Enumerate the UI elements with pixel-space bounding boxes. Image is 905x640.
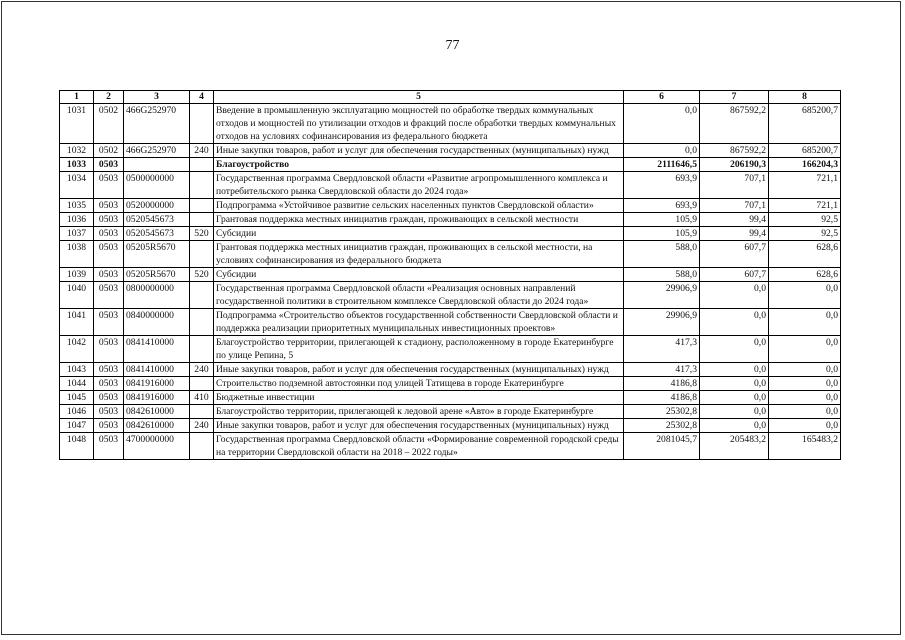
- amount-col6-cell: 417,3: [624, 363, 700, 377]
- section-code-cell: 0503: [94, 227, 124, 241]
- table-row: [60, 104, 841, 144]
- row-number-cell: 1041: [60, 309, 94, 336]
- row-number-cell: 1033: [60, 158, 94, 172]
- item-name-cell: Государственная программа Свердловской области «Развитие агропромышленного комплекса и потребительского рынка Свердловской области до 2024 года»: [214, 172, 624, 199]
- item-name-cell: Подпрограмма «Устойчивое развитие сельских населенных пунктов Свердловской области»: [214, 199, 624, 213]
- target-article-cell: 466G252970: [124, 144, 190, 158]
- amount-col8-cell: 685200,7: [769, 144, 841, 158]
- item-name-cell: Государственная программа Свердловской области «Реализация основных направлений государственной политики в строительном комплексе Свердловской области до 2024 года»: [214, 282, 624, 309]
- target-article-cell: 0520545673: [124, 213, 190, 227]
- amount-col7-cell: 0,0: [700, 391, 769, 405]
- amount-col6-cell: 2081045,7: [624, 433, 700, 460]
- table-row: [60, 363, 841, 377]
- item-name-cell: Благоустройство: [214, 158, 624, 172]
- amount-col6-cell: 4186,8: [624, 377, 700, 391]
- amount-col7-cell: 206190,3: [700, 158, 769, 172]
- section-code-cell: 0503: [94, 282, 124, 309]
- budget-table: [59, 90, 841, 460]
- row-number-cell: 1043: [60, 363, 94, 377]
- expense-type-cell: [190, 336, 214, 363]
- expense-type-cell: [190, 405, 214, 419]
- item-name-cell: Строительство подземной автостоянки под улицей Татищева в городе Екатеринбурге: [214, 377, 624, 391]
- amount-col8-cell: 92,5: [769, 213, 841, 227]
- amount-col6-cell: 2111646,5: [624, 158, 700, 172]
- amount-col8-cell: 92,5: [769, 227, 841, 241]
- item-name-cell: Иные закупки товаров, работ и услуг для обеспечения государственных (муниципальных) нужд: [214, 363, 624, 377]
- expense-type-cell: [190, 199, 214, 213]
- amount-col8-cell: 166204,3: [769, 158, 841, 172]
- amount-col6-cell: 4186,8: [624, 391, 700, 405]
- target-article-cell: 4700000000: [124, 433, 190, 460]
- expense-type-cell: 240: [190, 419, 214, 433]
- item-name-cell: Субсидии: [214, 268, 624, 282]
- table-row: [60, 213, 841, 227]
- amount-col6-cell: 693,9: [624, 172, 700, 199]
- row-number-cell: 1031: [60, 104, 94, 144]
- column-header: 4: [190, 91, 214, 104]
- target-article-cell: 0520000000: [124, 199, 190, 213]
- amount-col7-cell: 867592,2: [700, 104, 769, 144]
- amount-col8-cell: 685200,7: [769, 104, 841, 144]
- section-code-cell: 0503: [94, 213, 124, 227]
- column-header: 6: [624, 91, 700, 104]
- table-row: [60, 158, 841, 172]
- column-header: 3: [124, 91, 190, 104]
- amount-col7-cell: 707,1: [700, 199, 769, 213]
- table-row: [60, 144, 841, 158]
- item-name-cell: Благоустройство территории, прилегающей к ледовой арене «Авто» в городе Екатеринбурге: [214, 405, 624, 419]
- table-row: [60, 227, 841, 241]
- expense-type-cell: [190, 104, 214, 144]
- target-article-cell: 0500000000: [124, 172, 190, 199]
- table-row: [60, 336, 841, 363]
- column-header: 5: [214, 91, 624, 104]
- amount-col7-cell: 0,0: [700, 336, 769, 363]
- amount-col7-cell: 0,0: [700, 405, 769, 419]
- table-row: [60, 282, 841, 309]
- amount-col6-cell: 105,9: [624, 213, 700, 227]
- row-number-cell: 1048: [60, 433, 94, 460]
- item-name-cell: Государственная программа Свердловской области «Формирование современной городской среды на территории Свердловской области на 2018 – 2022 годы»: [214, 433, 624, 460]
- amount-col8-cell: 0,0: [769, 391, 841, 405]
- column-header: 8: [769, 91, 841, 104]
- row-number-cell: 1039: [60, 268, 94, 282]
- row-number-cell: 1036: [60, 213, 94, 227]
- amount-col8-cell: 628,6: [769, 268, 841, 282]
- expense-type-cell: [190, 172, 214, 199]
- item-name-cell: Субсидии: [214, 227, 624, 241]
- item-name-cell: Введение в промышленную эксплуатацию мощностей по обработке твердых коммунальных отходов и мощностей по утилизации отходов и фракций после обработки твердых коммунальных отходов на условиях софинансирования из федерального бюджета: [214, 104, 624, 144]
- expense-type-cell: [190, 282, 214, 309]
- item-name-cell: Грантовая поддержка местных инициатив граждан, проживающих в сельской местности: [214, 213, 624, 227]
- section-code-cell: 0503: [94, 199, 124, 213]
- section-code-cell: 0502: [94, 144, 124, 158]
- amount-col7-cell: 0,0: [700, 309, 769, 336]
- amount-col7-cell: 0,0: [700, 282, 769, 309]
- amount-col6-cell: 105,9: [624, 227, 700, 241]
- amount-col7-cell: 0,0: [700, 363, 769, 377]
- table-row: [60, 268, 841, 282]
- target-article-cell: [124, 158, 190, 172]
- amount-col7-cell: 0,0: [700, 419, 769, 433]
- row-number-cell: 1035: [60, 199, 94, 213]
- row-number-cell: 1046: [60, 405, 94, 419]
- expense-type-cell: [190, 433, 214, 460]
- row-number-cell: 1034: [60, 172, 94, 199]
- amount-col8-cell: 721,1: [769, 199, 841, 213]
- row-number-cell: 1032: [60, 144, 94, 158]
- table-row: [60, 309, 841, 336]
- section-code-cell: 0503: [94, 241, 124, 268]
- target-article-cell: 0840000000: [124, 309, 190, 336]
- target-article-cell: 466G252970: [124, 104, 190, 144]
- amount-col7-cell: 867592,2: [700, 144, 769, 158]
- section-code-cell: 0503: [94, 336, 124, 363]
- target-article-cell: 0842610000: [124, 405, 190, 419]
- amount-col6-cell: 0,0: [624, 104, 700, 144]
- expense-type-cell: [190, 213, 214, 227]
- amount-col8-cell: 721,1: [769, 172, 841, 199]
- column-header: 2: [94, 91, 124, 104]
- expense-type-cell: 520: [190, 227, 214, 241]
- expense-type-cell: 410: [190, 391, 214, 405]
- section-code-cell: 0503: [94, 405, 124, 419]
- table-row: [60, 433, 841, 460]
- section-code-cell: 0503: [94, 433, 124, 460]
- item-name-cell: Благоустройство территории, прилегающей к стадиону, расположенному в городе Екатеринбурге по улице Репина, 5: [214, 336, 624, 363]
- item-name-cell: Бюджетные инвестиции: [214, 391, 624, 405]
- target-article-cell: 0841916000: [124, 377, 190, 391]
- column-header: 1: [60, 91, 94, 104]
- amount-col8-cell: 165483,2: [769, 433, 841, 460]
- target-article-cell: 0841410000: [124, 336, 190, 363]
- section-code-cell: 0503: [94, 391, 124, 405]
- row-number-cell: 1040: [60, 282, 94, 309]
- column-header: 7: [700, 91, 769, 104]
- item-name-cell: Грантовая поддержка местных инициатив граждан, проживающих в сельской местности, на условиях софинансирования из федерального бюджета: [214, 241, 624, 268]
- amount-col6-cell: 25302,8: [624, 419, 700, 433]
- amount-col6-cell: 588,0: [624, 241, 700, 268]
- table-row: [60, 419, 841, 433]
- amount-col8-cell: 0,0: [769, 405, 841, 419]
- row-number-cell: 1047: [60, 419, 94, 433]
- section-code-cell: 0503: [94, 309, 124, 336]
- expense-type-cell: 520: [190, 268, 214, 282]
- row-number-cell: 1044: [60, 377, 94, 391]
- amount-col8-cell: 628,6: [769, 241, 841, 268]
- row-number-cell: 1042: [60, 336, 94, 363]
- section-code-cell: 0503: [94, 158, 124, 172]
- expense-type-cell: 240: [190, 144, 214, 158]
- target-article-cell: 0841916000: [124, 391, 190, 405]
- section-code-cell: 0503: [94, 363, 124, 377]
- section-code-cell: 0503: [94, 377, 124, 391]
- target-article-cell: 0520545673: [124, 227, 190, 241]
- section-code-cell: 0503: [94, 172, 124, 199]
- section-code-cell: 0502: [94, 104, 124, 144]
- item-name-cell: Подпрограмма «Строительство объектов государственной собственности Свердловской области и поддержка реализации приоритетных муниципальных инвестиционных проектов»: [214, 309, 624, 336]
- target-article-cell: 0800000000: [124, 282, 190, 309]
- amount-col7-cell: 99,4: [700, 227, 769, 241]
- amount-col6-cell: 29906,9: [624, 282, 700, 309]
- amount-col6-cell: 0,0: [624, 144, 700, 158]
- table-row: [60, 199, 841, 213]
- amount-col8-cell: 0,0: [769, 336, 841, 363]
- expense-type-cell: [190, 309, 214, 336]
- amount-col7-cell: 707,1: [700, 172, 769, 199]
- target-article-cell: 05205R5670: [124, 241, 190, 268]
- amount-col6-cell: 29906,9: [624, 309, 700, 336]
- table-header-row: [60, 91, 841, 104]
- expense-type-cell: 240: [190, 363, 214, 377]
- table-row: [60, 172, 841, 199]
- amount-col7-cell: 0,0: [700, 377, 769, 391]
- row-number-cell: 1038: [60, 241, 94, 268]
- table-body: [60, 104, 841, 460]
- target-article-cell: 0842610000: [124, 419, 190, 433]
- amount-col7-cell: 99,4: [700, 213, 769, 227]
- amount-col7-cell: 205483,2: [700, 433, 769, 460]
- page-number: 77: [445, 38, 460, 53]
- section-code-cell: 0503: [94, 419, 124, 433]
- amount-col7-cell: 607,7: [700, 268, 769, 282]
- amount-col6-cell: 693,9: [624, 199, 700, 213]
- amount-col8-cell: 0,0: [769, 419, 841, 433]
- amount-col7-cell: 607,7: [700, 241, 769, 268]
- expense-type-cell: [190, 241, 214, 268]
- item-name-cell: Иные закупки товаров, работ и услуг для обеспечения государственных (муниципальных) нужд: [214, 144, 624, 158]
- expense-type-cell: [190, 377, 214, 391]
- row-number-cell: 1045: [60, 391, 94, 405]
- amount-col8-cell: 0,0: [769, 282, 841, 309]
- amount-col8-cell: 0,0: [769, 309, 841, 336]
- section-code-cell: 0503: [94, 268, 124, 282]
- table-row: [60, 405, 841, 419]
- amount-col6-cell: 417,3: [624, 336, 700, 363]
- item-name-cell: Иные закупки товаров, работ и услуг для обеспечения государственных (муниципальных) нужд: [214, 419, 624, 433]
- target-article-cell: 05205R5670: [124, 268, 190, 282]
- table-row: [60, 241, 841, 268]
- amount-col6-cell: 588,0: [624, 268, 700, 282]
- target-article-cell: 0841410000: [124, 363, 190, 377]
- amount-col6-cell: 25302,8: [624, 405, 700, 419]
- row-number-cell: 1037: [60, 227, 94, 241]
- expense-type-cell: [190, 158, 214, 172]
- amount-col8-cell: 0,0: [769, 377, 841, 391]
- table-row: [60, 391, 841, 405]
- table-row: [60, 377, 841, 391]
- amount-col8-cell: 0,0: [769, 363, 841, 377]
